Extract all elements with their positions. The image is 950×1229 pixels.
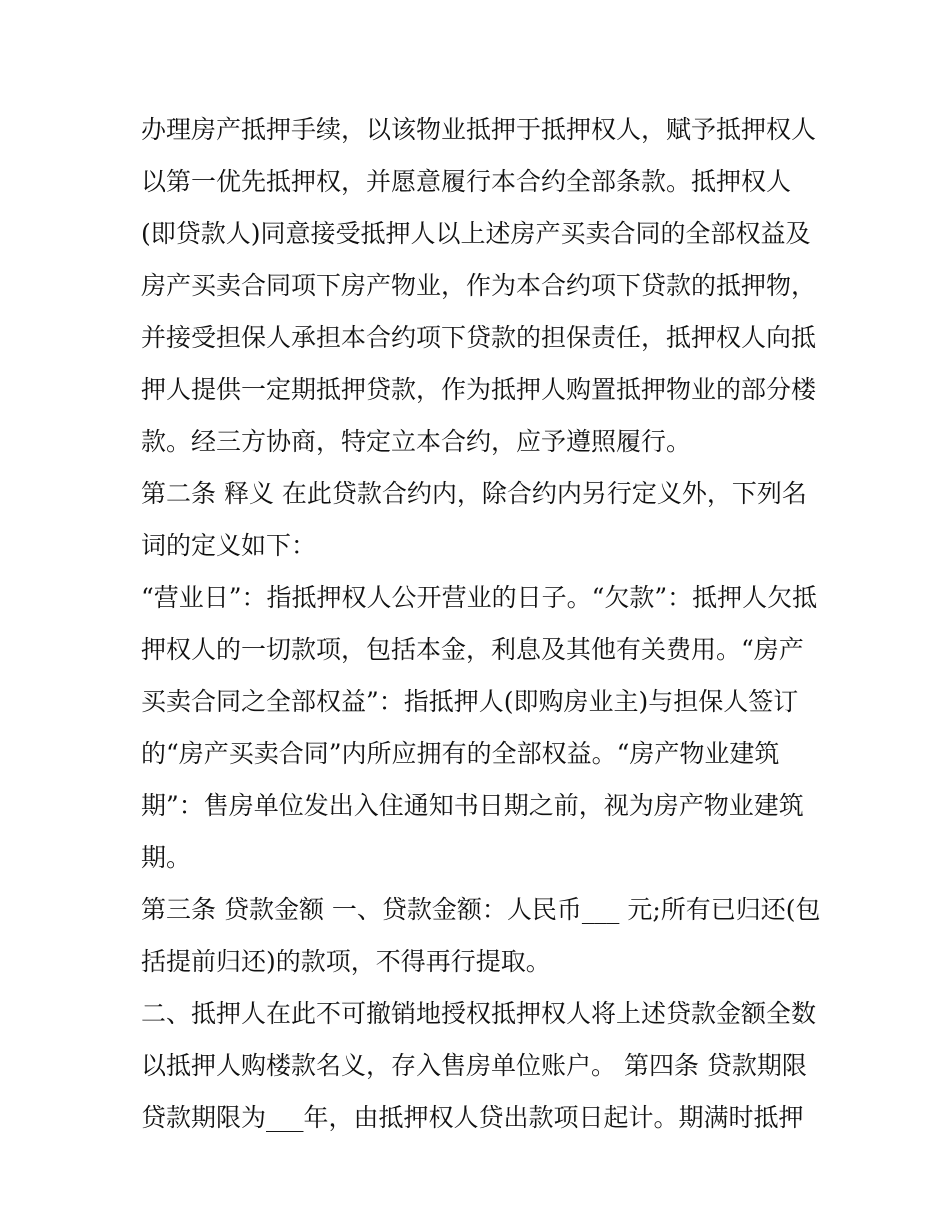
text-line-7: 款。经三方协商，特定立本合约，应予遵照履行。 <box>141 427 692 456</box>
text-line-10: “营业日”：指抵押权人公开营业的日子。“欠款”：抵押人欠抵 <box>141 583 818 612</box>
text-line-2: 以第一优先抵押权，并愿意履行本合约全部条款。抵押权人 <box>141 167 792 196</box>
text-line-16: 第三条 贷款金额 一、贷款金额：人民币___ 元;所有已归还(包 <box>141 895 821 924</box>
text-line-6: 押人提供一定期抵押贷款，作为抵押人购置抵押物业的部分楼 <box>141 375 817 404</box>
text-line-3: (即贷款人)同意接受抵押人以上述房产买卖合同的全部权益及 <box>141 219 811 248</box>
text-line-13: 的“房产买卖合同”内所应拥有的全部权益。“房产物业建筑 <box>141 739 780 768</box>
text-line-17: 括提前归还)的款项，不得再行提取。 <box>141 947 551 976</box>
contract-body-text <box>141 104 821 1144</box>
text-line-8: 第二条 释义 在此贷款合约内，除合约内另行定义外，下列名 <box>141 479 807 508</box>
text-line-18: 二、抵押人在此不可撤销地授权抵押权人将上述贷款金额全数 <box>141 999 817 1028</box>
text-line-19: 以抵押人购楼款名义，存入售房单位账户。 第四条 贷款期限 <box>141 1051 807 1080</box>
text-line-4: 房产买卖合同项下房产物业，作为本合约项下贷款的抵押物， <box>141 271 817 300</box>
text-line-15: 期。 <box>141 843 192 872</box>
text-line-5: 并接受担保人承担本合约项下贷款的担保责任，抵押权人向抵 <box>141 323 817 352</box>
text-line-11: 押权人的一切款项，包括本金，利息及其他有关费用。“房产 <box>141 635 804 664</box>
text-line-9: 词的定义如下： <box>141 531 317 560</box>
text-line-1: 办理房产抵押手续，以该物业抵押于抵押权人，赋予抵押权人 <box>141 115 817 144</box>
text-line-12: 买卖合同之全部权益”：指抵押人(即购房业主)与担保人签订 <box>141 687 799 716</box>
text-line-14: 期”：售房单位发出入住通知书日期之前，视为房产物业建筑 <box>141 791 804 820</box>
text-line-20: 贷款期限为___年，由抵押权人贷出款项日起计。期满时抵押 <box>141 1103 804 1132</box>
